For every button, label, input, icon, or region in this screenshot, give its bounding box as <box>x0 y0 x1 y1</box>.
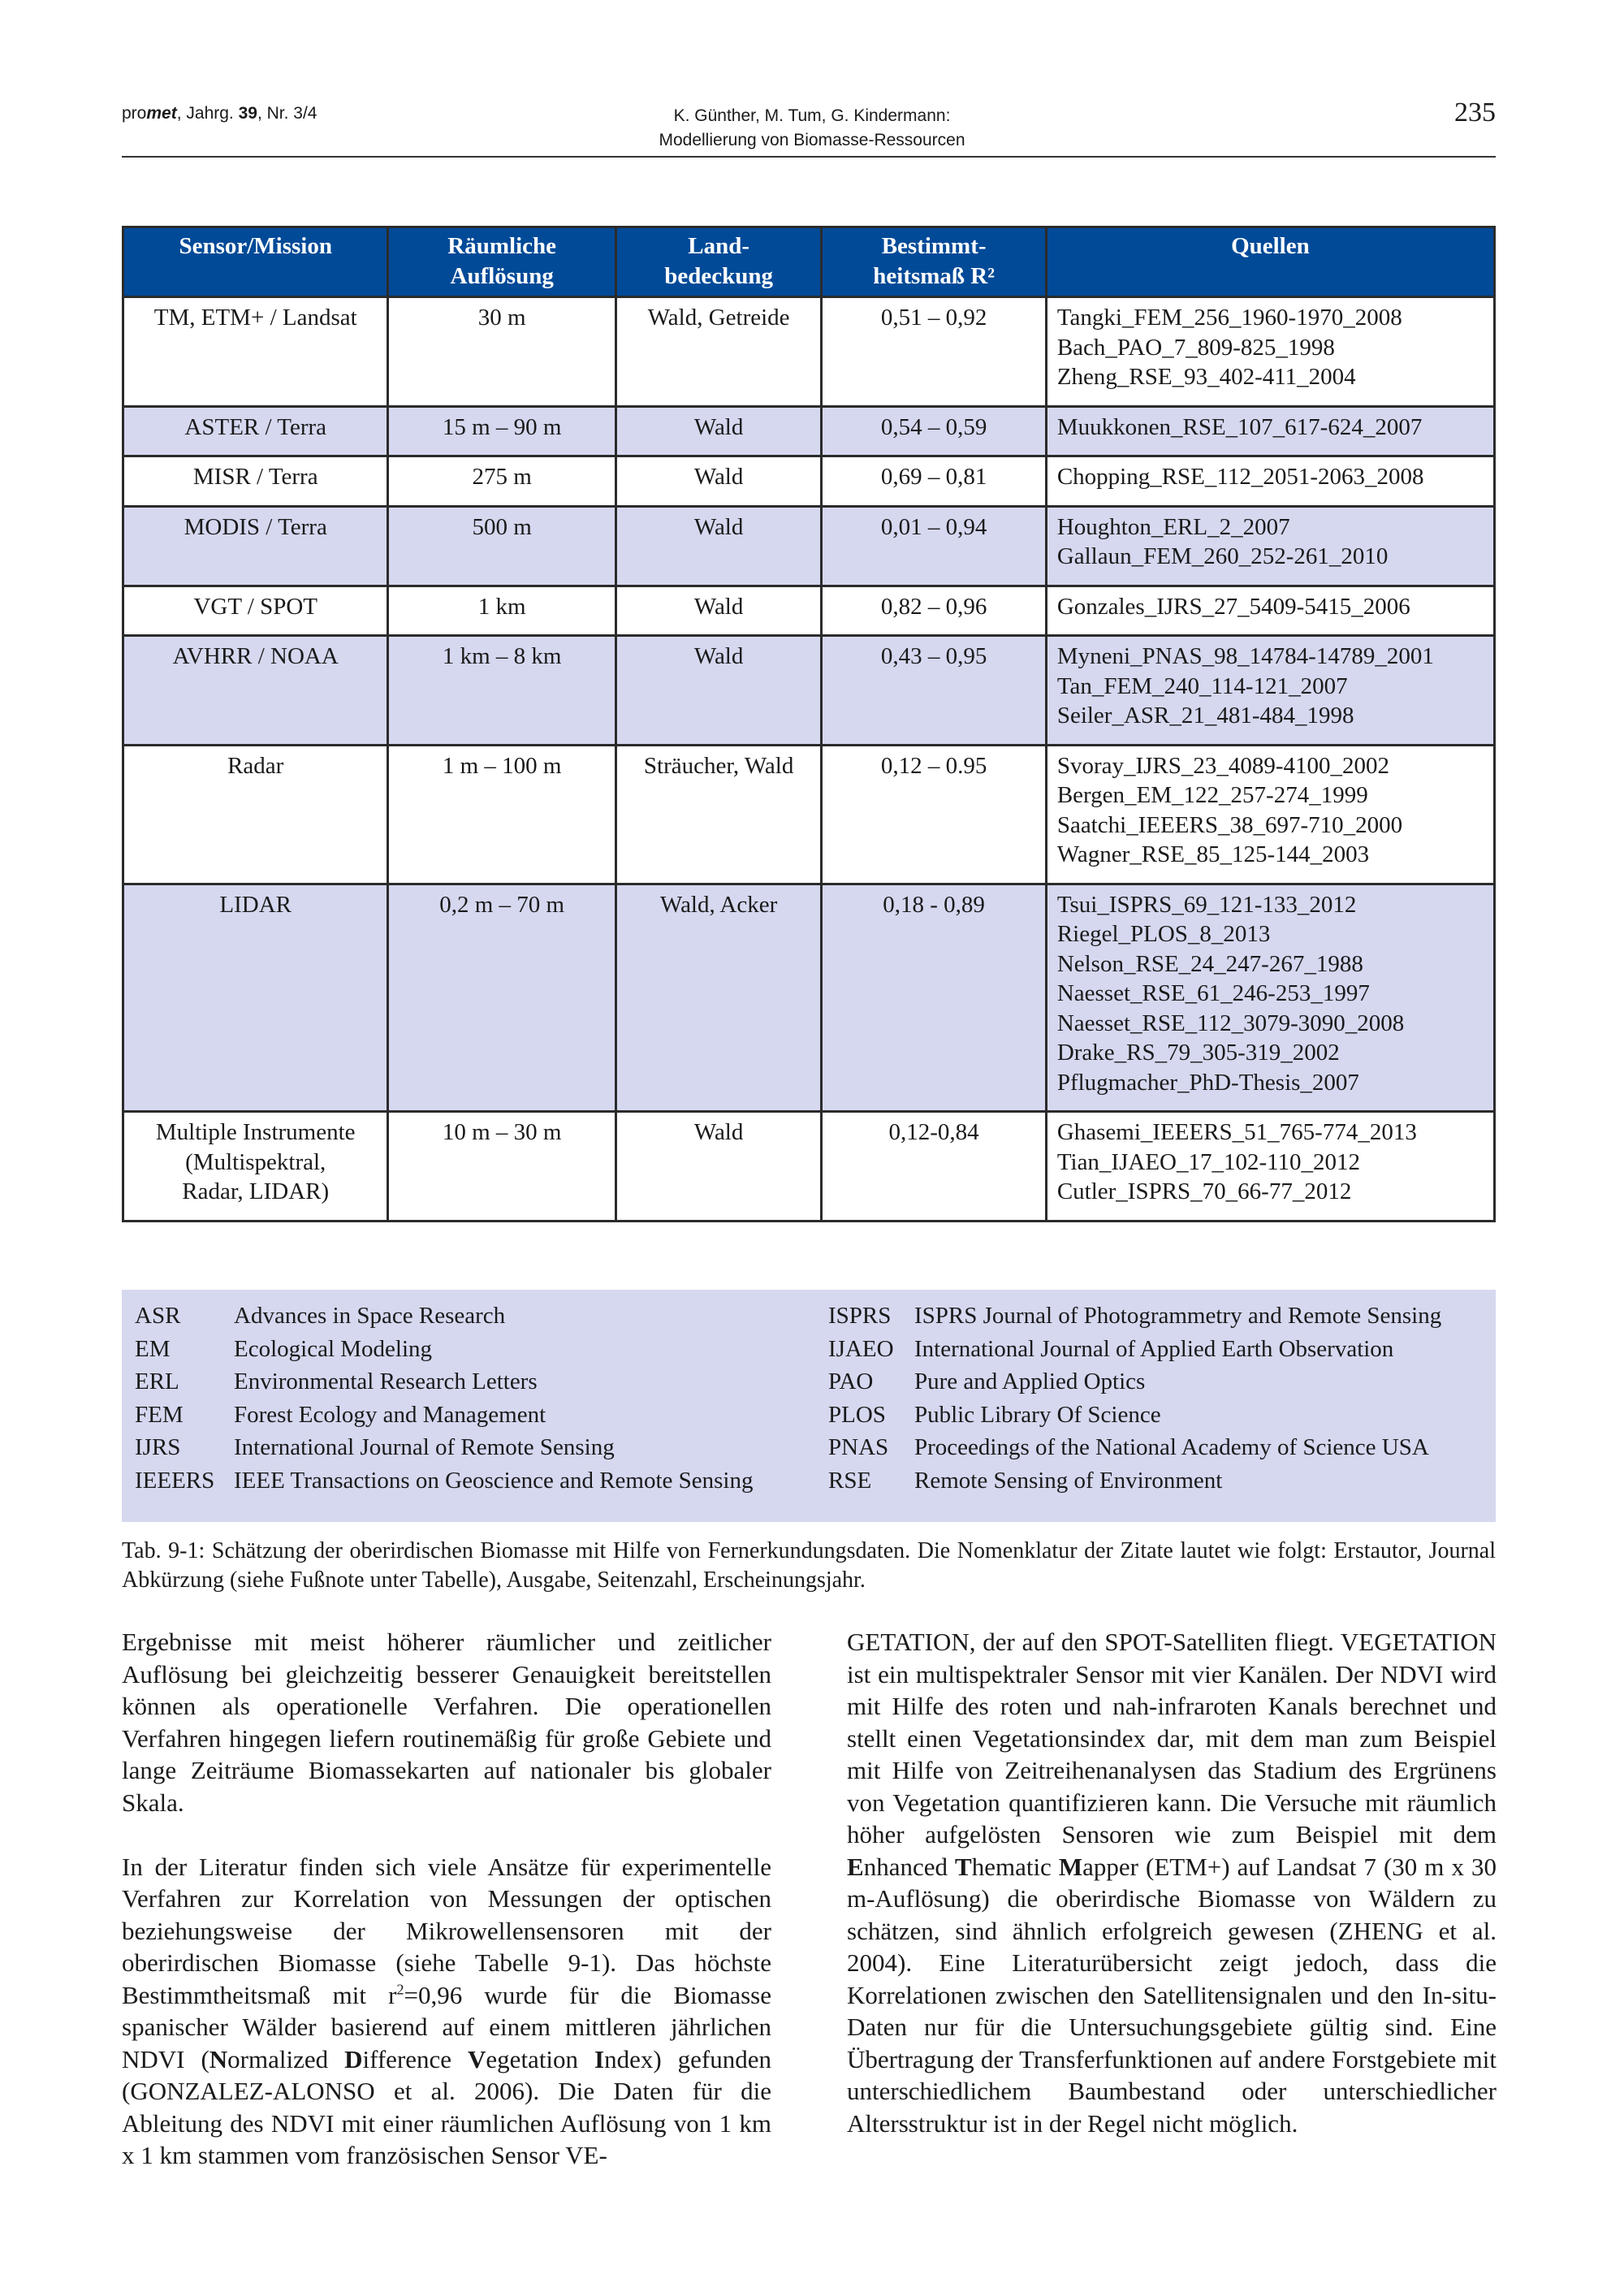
cell-cover: Wald <box>615 636 822 746</box>
cell-sensor: MODIS / Terra <box>123 506 388 586</box>
cell-sources: Tsui_ISPRS_69_121-133_2012 Riegel_PLOS_8_2013 Nelson_RSE_24_247-267_1988 Naesset_RSE_61_246-253_1997 Naesset_RSE_112_3079-3090_2008 Drake_RS_79_305-319_2002 Pflugmacher_PhD-Thesis_2007 <box>1046 884 1494 1112</box>
cell-r2: 0,82 – 0,96 <box>822 586 1046 636</box>
abbreviation-legend <box>122 1290 1496 1522</box>
table-row <box>123 406 1495 456</box>
body-column-right <box>847 1626 1497 2139</box>
cell-cover: Sträucher, Wald <box>615 745 822 884</box>
cell-resolution: 15 m – 90 m <box>388 406 615 456</box>
cell-sources: Gonzales_IJRS_27_5409-5415_2006 <box>1046 586 1494 636</box>
cell-r2: 0,01 – 0,94 <box>822 506 1046 586</box>
cell-sensor: Radar <box>123 745 388 884</box>
cell-resolution: 1 km <box>388 586 615 636</box>
header-r-squared: Bestimmt- heitsmaß R² <box>822 227 1046 297</box>
journal-info <box>122 104 317 123</box>
table-header-row <box>123 227 1495 297</box>
cell-r2: 0,51 – 0,92 <box>822 297 1046 407</box>
header-authors: K. Günther, M. Tum, G. Kindermann: <box>673 106 951 125</box>
header-sensor: Sensor/Mission <box>123 227 388 297</box>
cell-r2: 0,18 - 0,89 <box>822 884 1046 1112</box>
cell-cover: Wald <box>615 586 822 636</box>
cell-cover: Wald <box>615 506 822 586</box>
header-title: Modellierung von Biomasse-Ressourcen <box>659 131 965 149</box>
cell-sensor: MISR / Terra <box>123 456 388 507</box>
table-row <box>123 745 1495 884</box>
cell-resolution: 1 km – 8 km <box>388 636 615 746</box>
table-row <box>123 1112 1495 1222</box>
table-caption: Tab. 9-1: Schätzung der oberirdischen Biomasse mit Hilfe von Fernerkundungsdaten. Die Nomenklatur der Zitate lautet wie folgt: Erstautor, Journal Abkürzung (siehe Fußnote unter Tabelle), Ausgabe, Seitenzahl, Erscheinungsjahr. <box>122 1538 1496 1593</box>
cell-cover: Wald <box>615 1112 822 1222</box>
cell-r2: 0,43 – 0,95 <box>822 636 1046 746</box>
cell-sensor: TM, ETM+ / Landsat <box>123 297 388 407</box>
cell-resolution: 500 m <box>388 506 615 586</box>
abbreviation-column-right: ISPRS ISPRS Journal of Photogrammetry and Remote Sensing IJAEO International Journal of Applied Earth Observation PAO Pure and Applied Optics PLOS Public Library Of Science PNAS Proceedings of the National Academy of Science USA RSE Remote Sensing of Environment <box>828 1303 1442 1494</box>
cell-cover: Wald <box>615 406 822 456</box>
cell-cover: Wald, Getreide <box>615 297 822 407</box>
cell-sources: Svoray_IJRS_23_4089-4100_2002 Bergen_EM_122_257-274_1999 Saatchi_IEEERS_38_697-710_2000 Wagner_RSE_85_125-144_2003 <box>1046 745 1494 884</box>
page-number: 235 <box>1454 97 1496 128</box>
header-land-cover: Land- bedeckung <box>615 227 822 297</box>
cell-resolution: 30 m <box>388 297 615 407</box>
cell-resolution: 1 m – 100 m <box>388 745 615 884</box>
paragraph: GETATION, der auf den SPOT-Satelliten fliegt. VEGETATION ist ein multispektraler Sensor mit vier Kanälen. Der NDVI wird mit Hilfe des roten und nah-infraroten Kanals berechnet und stellt einen Vegetationsindex dar, mit dem man zum Beispiel mit Hilfe von Zeitreihenanalysen das Stadium des Ergrünens von Vegetation quantifizieren kann. Die Versuche mit räumlich höher aufgelösten Sensoren wie zum Beispiel mit dem Enhanced Thematic Mapper (ETM+) auf Landsat 7 (30 m x 30 m-Auflösung) die oberirdische Biomasse von Wäldern zu schätzen, sind ähnlich erfolgreich gewesen (ZHENG et al. 2004). Eine Literaturübersicht zeigt jedoch, dass die Korrelationen zwischen den Satellitensignalen und den In-situ-Daten nur für die Untersuchungsgebiete gültig sind. Eine Übertragung der Transferfunktionen auf andere Forstgebiete mit unterschiedlichem Baumbestand oder unterschiedlicher Altersstruktur ist in der Regel nicht möglich. <box>847 1628 1497 2138</box>
table-row <box>123 636 1495 746</box>
cell-sensor: LIDAR <box>123 884 388 1112</box>
cell-sources: Chopping_RSE_112_2051-2063_2008 <box>1046 456 1494 507</box>
journal-issue: , Nr. 3/4 <box>257 104 317 123</box>
cell-sources: Myneni_PNAS_98_14784-14789_2001 Tan_FEM_240_114-121_2007 Seiler_ASR_21_481-484_1998 <box>1046 636 1494 746</box>
table-row <box>123 297 1495 407</box>
journal-volume: 39 <box>238 104 257 123</box>
cell-sensor: VGT / SPOT <box>123 586 388 636</box>
cell-r2: 0,12-0,84 <box>822 1112 1046 1222</box>
cell-sources: Tangki_FEM_256_1960-1970_2008 Bach_PAO_7_809-825_1998 Zheng_RSE_93_402-411_2004 <box>1046 297 1494 407</box>
table-row <box>123 506 1495 586</box>
body-column-left <box>122 1626 771 2172</box>
table-row <box>123 456 1495 507</box>
cell-r2: 0,12 – 0.95 <box>822 745 1046 884</box>
table-row <box>123 884 1495 1112</box>
header-sources: Quellen <box>1046 227 1494 297</box>
table-row <box>123 586 1495 636</box>
cell-r2: 0,54 – 0,59 <box>822 406 1046 456</box>
cell-sensor: Multiple Instrumente (Multispektral, Radar, LIDAR) <box>123 1112 388 1222</box>
biomass-table <box>122 226 1496 1222</box>
abbreviation-column-left: ASR Advances in Space Research EM Ecological Modeling ERL Environmental Research Letters FEM Forest Ecology and Management IJRS International Journal of Remote Sensing IEEERS IEEE Transactions on Geoscience and Remote Sensing <box>135 1303 754 1494</box>
journal-italic: met <box>146 104 177 123</box>
journal-rest: , Jahrg. <box>176 104 239 123</box>
cell-sources: Houghton_ERL_2_2007 Gallaun_FEM_260_252-261_2010 <box>1046 506 1494 586</box>
cell-cover: Wald <box>615 456 822 507</box>
header-resolution: Räumliche Auflösung <box>388 227 615 297</box>
paragraph: In der Literatur finden sich viele Ansätze für experimentelle Verfahren zur Korrelation von Messungen der optischen beziehungsweise der Mikrowellensensoren mit der oberirdischen Biomasse (siehe Tabelle 9-1). Das höchste Bestimmtheitsmaß mit $r^2=0,96$ wurde für die Biomasse spanischer Wälder basierend auf einem mittleren jährlichen NDVI (Normalized Difference Vegetation Index) gefunden (GONZALEZ-ALONSO et al. 2006). Die Daten für die Ableitung des NDVI mit einer räumlichen Auflösung von 1 km x 1 km stammen vom französischen Sensor VE- <box>122 1852 771 2169</box>
cell-sensor: ASTER / Terra <box>123 406 388 456</box>
cell-r2: 0,69 – 0,81 <box>822 456 1046 507</box>
cell-sources: Muukkonen_RSE_107_617-624_2007 <box>1046 406 1494 456</box>
cell-resolution: 10 m – 30 m <box>388 1112 615 1222</box>
cell-resolution: 0,2 m – 70 m <box>388 884 615 1112</box>
cell-cover: Wald, Acker <box>615 884 822 1112</box>
running-title <box>568 104 1056 153</box>
paragraph: Ergebnisse mit meist höherer räumlicher und zeitlicher Auflösung bei gleichzeitig besserer Genauigkeit bereitstellen können als operationelle Verfahren. Die operationellen Verfahren hingegen liefern routinemäßig für große Gebiete und lange Zeiträume Biomassekarten auf nationaler bis globaler Skala. <box>122 1628 771 1817</box>
cell-sources: Ghasemi_IEEERS_51_765-774_2013 Tian_IJAEO_17_102-110_2012 Cutler_ISPRS_70_66-77_2012 <box>1046 1112 1494 1222</box>
journal-prefix: pro <box>122 104 147 123</box>
header-rule <box>122 156 1496 158</box>
cell-resolution: 275 m <box>388 456 615 507</box>
cell-sensor: AVHRR / NOAA <box>123 636 388 746</box>
